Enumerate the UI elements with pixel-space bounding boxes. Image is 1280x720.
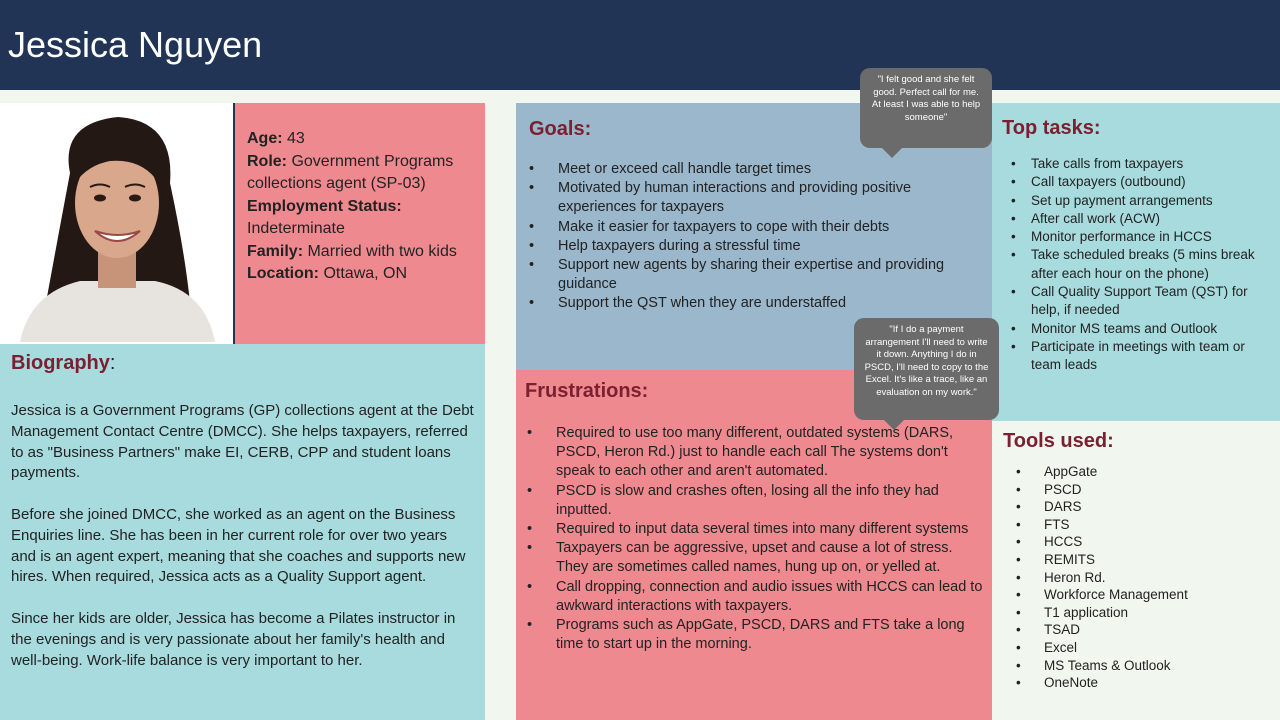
location-value: Ottawa, ON bbox=[323, 265, 408, 282]
list-item: • Call dropping, connection and audio issues with HCCS can lead to awkward interactions with taxpayers. bbox=[556, 578, 984, 616]
list-item: • Participate in meetings with team or team leads bbox=[1031, 338, 1276, 375]
biography-heading bbox=[11, 352, 115, 375]
top-tasks-list bbox=[1031, 155, 1276, 375]
goals-list bbox=[558, 160, 982, 314]
location-label: Location: bbox=[247, 265, 319, 282]
list-item: • Monitor performance in HCCS bbox=[1031, 228, 1276, 246]
list-item: • T1 application bbox=[1044, 604, 1274, 622]
list-item: • OneNote bbox=[1044, 674, 1274, 692]
employment-label: Employment Status: bbox=[247, 197, 402, 215]
list-item: • Set up payment arrangements bbox=[1031, 192, 1276, 210]
biography-title: Biography bbox=[11, 352, 110, 374]
quote-tail bbox=[884, 420, 904, 430]
list-item: • Take scheduled breaks (5 mins break after each hour on the phone) bbox=[1031, 246, 1276, 283]
quote-bubble bbox=[860, 68, 992, 148]
biography-paragraph: Before she joined DMCC, she worked as an agent on the Business Enquiries line. She has been in her current role for over two years and is an agent expert, meaning that she coaches and supports new hires. When required, Jessica acts as a Quality Support agent. bbox=[11, 505, 466, 586]
role-value: Government Programs collections agent (SP-03) bbox=[247, 152, 454, 192]
list-item: • Monitor MS teams and Outlook bbox=[1031, 320, 1276, 338]
list-item: • Programs such as AppGate, PSCD, DARS and FTS take a long time to start up in the morning. bbox=[556, 616, 984, 654]
list-item: • HCCS bbox=[1044, 533, 1274, 551]
list-item: • DARS bbox=[1044, 498, 1274, 516]
list-item: • After call work (ACW) bbox=[1031, 210, 1276, 228]
avatar bbox=[0, 103, 231, 342]
biography-text bbox=[11, 401, 476, 692]
list-item: • Make it easier for taxpayers to cope with their debts bbox=[558, 218, 982, 237]
family-value: Married with two kids bbox=[307, 242, 457, 260]
list-item: • Motivated by human interactions and providing positive experiences for taxpayers bbox=[558, 179, 982, 217]
tools-title: Tools used: bbox=[1003, 430, 1114, 452]
age-label: Age: bbox=[247, 130, 283, 147]
list-item: • MS Teams & Outlook bbox=[1044, 657, 1274, 675]
role-label: Role: bbox=[247, 152, 287, 170]
list-item: • PSCD bbox=[1044, 481, 1274, 499]
list-item: • Meet or exceed call handle target times bbox=[558, 160, 982, 179]
list-item: • Required to input data several times into many different systems bbox=[556, 520, 984, 539]
list-item: • TSAD bbox=[1044, 621, 1274, 639]
employment-value: Indeterminate bbox=[247, 220, 345, 237]
header-bar bbox=[0, 0, 1280, 90]
list-item: • Call taxpayers (outbound) bbox=[1031, 173, 1276, 191]
list-item: • Required to use too many different, outdated systems (DARS, PSCD, Heron Rd.) just to handle each call The systems don't speak to each other and aren't automated. bbox=[556, 424, 984, 482]
biography-paragraph: Since her kids are older, Jessica has become a Pilates instructor in the evenings and is very passionate about her family's health and well-being. Work-life balance is very important to her. bbox=[11, 609, 456, 669]
list-item: • PSCD is slow and crashes often, losing all the info they had inputted. bbox=[556, 482, 984, 520]
tools-list bbox=[1044, 463, 1274, 692]
list-item: • Call Quality Support Team (QST) for help, if needed bbox=[1031, 283, 1276, 320]
family-label: Family: bbox=[247, 242, 304, 260]
persona-photo bbox=[0, 103, 235, 346]
list-item: • Taxpayers can be aggressive, upset and cause a lot of stress. They are sometimes called names, hung up on, or yelled at. bbox=[556, 539, 984, 577]
quote-text: "If I do a payment arrangement I'll need to write it down. Anything I do in PSCD, I'll need to copy to the Excel. It's like a trace, like an evaluation on my work." bbox=[864, 324, 989, 398]
frustrations-title: Frustrations: bbox=[525, 380, 649, 402]
list-item: • Help taxpayers during a stressful time bbox=[558, 237, 982, 256]
list-item: • AppGate bbox=[1044, 463, 1274, 481]
list-item: • Heron Rd. bbox=[1044, 569, 1274, 587]
list-item: • Take calls from taxpayers bbox=[1031, 155, 1276, 173]
profile-details bbox=[247, 128, 477, 286]
list-item: • REMITS bbox=[1044, 551, 1274, 569]
quote-tail bbox=[882, 148, 902, 158]
quote-text: "I felt good and she felt good. Perfect call for me. At least I was able to help someone" bbox=[871, 74, 981, 123]
quote-bubble bbox=[854, 318, 999, 420]
goals-title: Goals: bbox=[529, 118, 592, 140]
frustrations-list bbox=[556, 424, 984, 654]
age-value: 43 bbox=[287, 130, 305, 147]
list-item: • Support new agents by sharing their expertise and providing guidance bbox=[558, 256, 982, 294]
biography-paragraph: Jessica is a Government Programs (GP) collections agent at the Debt Management Contact Centre (DMCC). She helps taxpayers, referred to as "Business Partners" make EI, CERB, CPP and student loans payments. bbox=[11, 402, 474, 482]
biography-colon: : bbox=[109, 352, 116, 374]
list-item: • Workforce Management bbox=[1044, 586, 1274, 604]
persona-name: Jessica Nguyen bbox=[8, 24, 263, 65]
list-item: • FTS bbox=[1044, 516, 1274, 534]
list-item: • Support the QST when they are understaffed bbox=[558, 294, 982, 313]
list-item: • Excel bbox=[1044, 639, 1274, 657]
profile-panel bbox=[235, 103, 485, 344]
top-tasks-title: Top tasks: bbox=[1002, 117, 1101, 139]
